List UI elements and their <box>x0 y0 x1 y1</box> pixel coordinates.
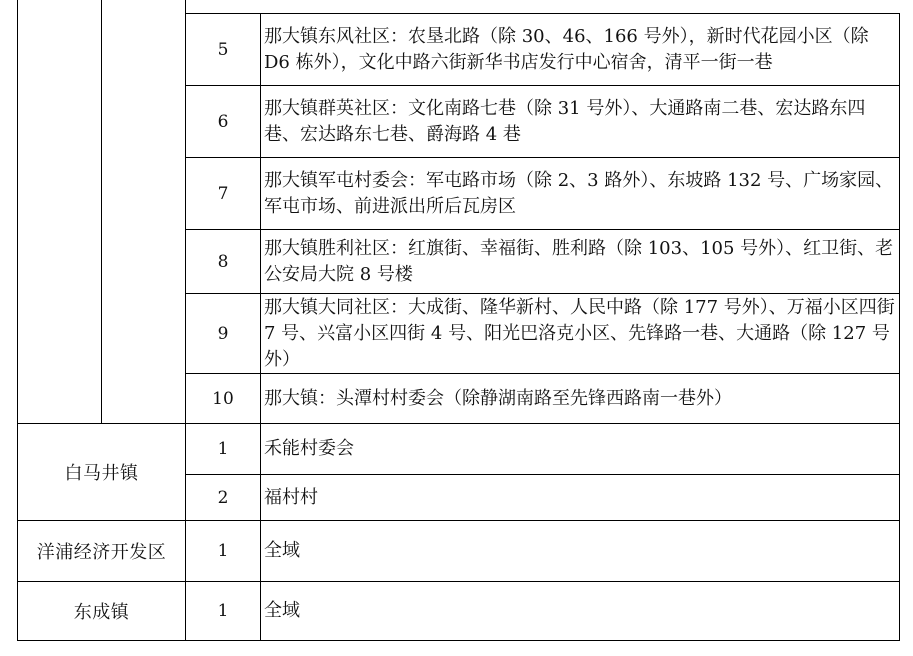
row-number: 1 <box>217 541 229 561</box>
town-name: 洋浦经济开发区 <box>36 542 167 563</box>
row-number: 1 <box>217 439 229 459</box>
row-description: 那大镇东风社区：农垦北路（除 30、46、166 号外），新时代花园小区（除 D6 栋外），文化中路六街新华书店发行中心宿舍，清平一街一巷 <box>264 25 869 73</box>
row-description: 那大镇胜利社区：红旗街、幸福街、胜利路（除 103、105 号外）、红卫街、老公安局大院 8 号楼 <box>264 237 894 285</box>
town-name: 白马井镇 <box>64 463 139 484</box>
row-number: 8 <box>217 251 229 272</box>
row-description: 那大镇：头潭村村委会（除静湖南路至先锋西路南一巷外） <box>264 387 732 409</box>
row-description: 福村村 <box>264 486 318 508</box>
table-border-inner-left <box>101 0 102 423</box>
row-number: 2 <box>217 487 229 508</box>
row-description: 全域 <box>264 600 300 621</box>
row-number: 5 <box>217 39 229 60</box>
row-description: 禾能村委会 <box>264 438 354 459</box>
row-description: 那大镇军屯村委会：军屯路市场（除 2、3 路外）、东坡路 132 号、广场家园、军屯市场、前进派出所后瓦房区 <box>264 169 894 217</box>
row-description: 那大镇大同社区：大成街、隆华新村、人民中路（除 177 号外）、万福小区四街 7 号、兴富小区四街 4 号、阳光巴洛克小区、先锋路一巷、大通路（除 127 号外） <box>264 296 895 370</box>
row-number: 6 <box>217 111 229 132</box>
row-description: 全域 <box>264 540 300 561</box>
row-number: 1 <box>217 601 229 621</box>
town-name: 东成镇 <box>73 602 130 623</box>
row-number: 10 <box>212 388 234 409</box>
row-number: 7 <box>217 183 229 204</box>
table-border-right <box>899 13 900 640</box>
row-description: 那大镇群英社区：文化南路七巷（除 31 号外）、大通路南二巷、宏达路东四巷、宏达路东七巷、爵海路 4 巷 <box>264 97 866 145</box>
table-bottom-border <box>17 640 900 641</box>
row-number: 9 <box>217 323 229 344</box>
